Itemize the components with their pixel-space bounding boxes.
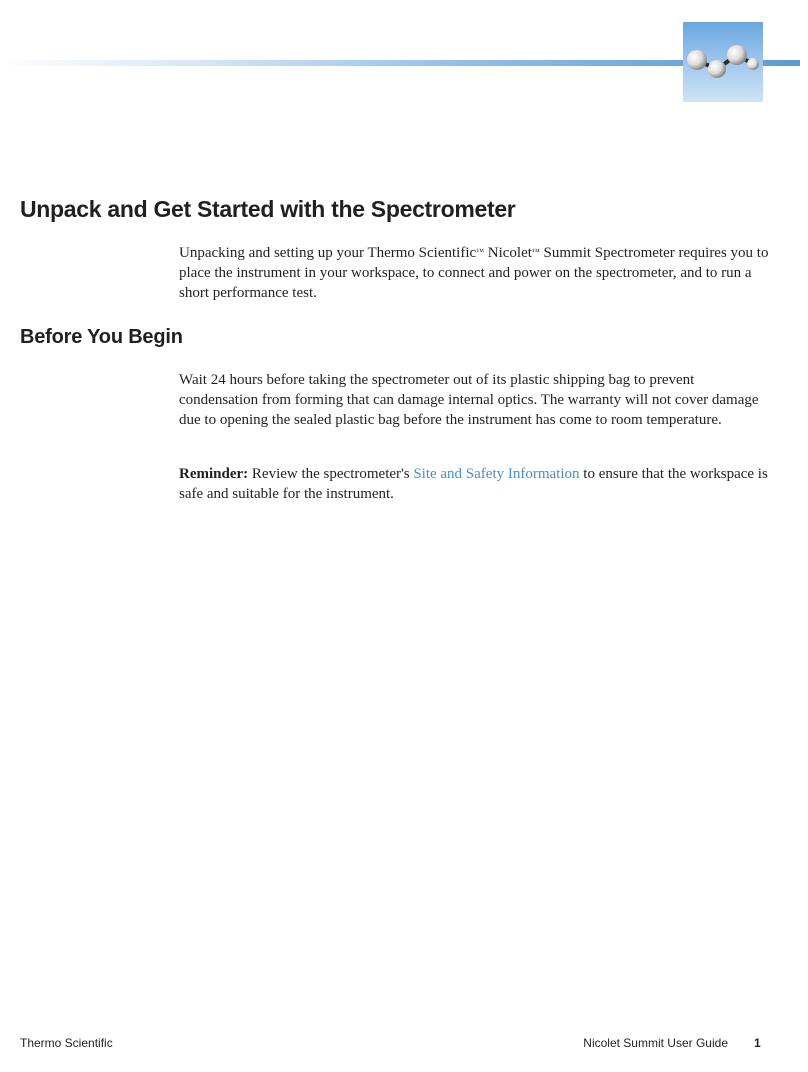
header-rule [0, 60, 800, 66]
reminder-text-before: Review the spectrometer's [248, 466, 414, 482]
molecule-icon [683, 22, 763, 102]
reminder-paragraph [179, 464, 769, 504]
intro-text-b: Nicolet [484, 245, 532, 261]
intro-text-a: Unpacking and setting up your Thermo Scientific [179, 245, 477, 261]
reminder-text-after: to ensure that the workspace is safe and suitable for the instrument. [179, 466, 768, 502]
intro-paragraph [179, 243, 769, 303]
footer-company: Thermo Scientific [20, 1036, 113, 1050]
trademark-mark: ™ [531, 247, 540, 256]
site-safety-link[interactable]: Site and Safety Information [413, 466, 580, 482]
page-title: Unpack and Get Started with the Spectrometer [20, 196, 516, 222]
section-heading: Before You Begin [20, 326, 183, 348]
reminder-label: Reminder: [179, 466, 249, 482]
footer-guide-title: Nicolet Summit User Guide [583, 1036, 728, 1050]
header-logo [683, 22, 763, 102]
intro-text-c: Summit Spectrometer requires you to place the instrument in your workspace, to connect and power on the spectrometer, and to run a short performance test. [179, 245, 769, 301]
before-you-begin-paragraph: Wait 24 hours before taking the spectrometer out of its plastic shipping bag to prevent condensation from forming that can damage internal optics. The warranty will not cover damage due to opening the sealed plastic bag before the instrument has come to room temperature. [179, 372, 759, 428]
trademark-mark: ™ [476, 247, 485, 256]
page-number: 1 [754, 1036, 761, 1050]
